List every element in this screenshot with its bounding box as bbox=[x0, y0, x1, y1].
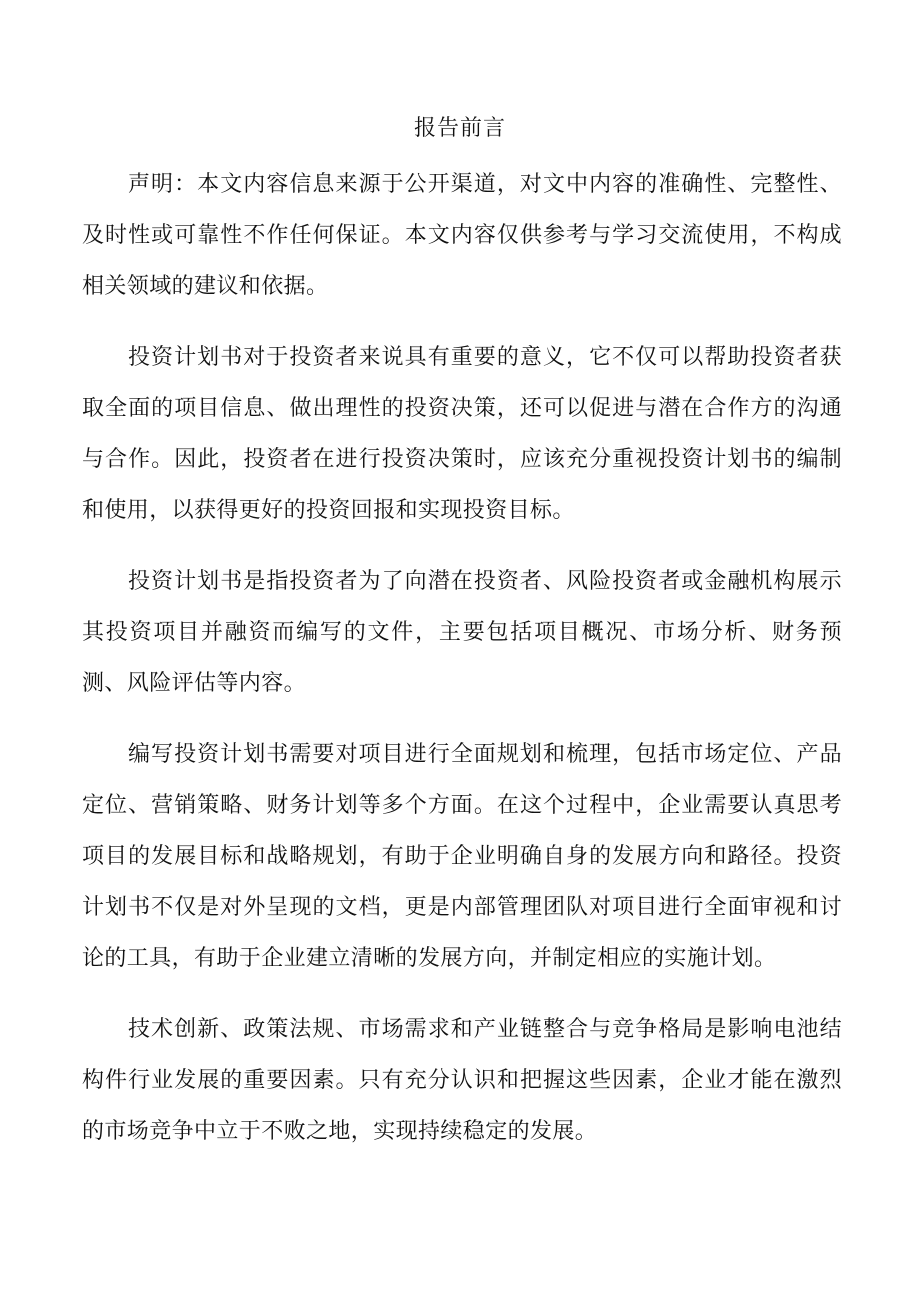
page-title: 报告前言 bbox=[413, 116, 506, 141]
paragraph-disclaimer: 声明：本文内容信息来源于公开渠道，对文中内容的准确性、完整性、及时性或可靠性不作任何保证。本文内容仅供参考与学习交流使用，不构成相关领域的建议和依据。 bbox=[82, 172, 842, 299]
paragraph-planning: 编写投资计划书需要对项目进行全面规划和梳理，包括市场定位、产品定位、营销策略、财务计划等多个方面。在这个过程中，企业需要认真思考项目的发展目标和战略规划，有助于企业明确自身的发展方向和路径。投资计划书不仅是对外呈现的文档，更是内部管理团队对项目进行全面审视和讨论的工具，有助于企业建立清晰的发展方向，并制定相应的实施计划。 bbox=[82, 742, 842, 971]
document-body bbox=[82, 159, 842, 1157]
paragraph-importance: 投资计划书对于投资者来说具有重要的意义，它不仅可以帮助投资者获取全面的项目信息、做出理性的投资决策，还可以促进与潜在合作方的沟通与合作。因此，投资者在进行投资决策时，应该充分重视投资计划书的编制和使用，以获得更好的投资回报和实现投资目标。 bbox=[82, 345, 842, 523]
paragraph-factors: 技术创新、政策法规、市场需求和产业链整合与竞争格局是影响电池结构件行业发展的重要因素。只有充分认识和把握这些因素，企业才能在激烈的市场竞争中立于不败之地，实现持续稳定的发展。 bbox=[82, 1017, 842, 1144]
paragraph-definition: 投资计划书是指投资者为了向潜在投资者、风险投资者或金融机构展示其投资项目并融资而编写的文件，主要包括项目概况、市场分析、财务预测、风险评估等内容。 bbox=[82, 569, 842, 696]
